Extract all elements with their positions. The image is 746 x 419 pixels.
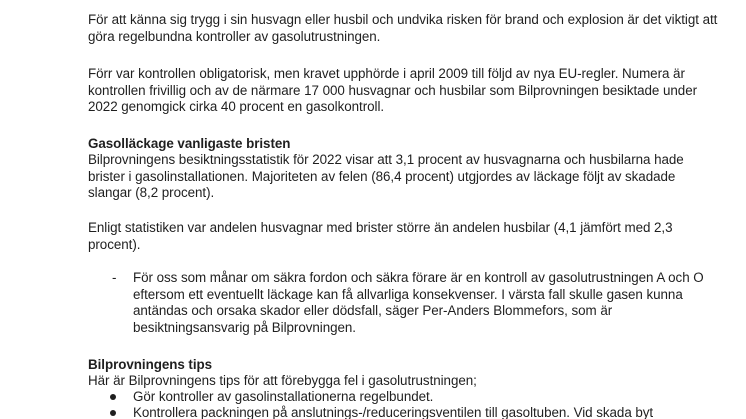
tips-intro: Här är Bilprovningens tips för att förebygga fel i gasolutrustningen; [88, 373, 477, 388]
tips-list-item: Gör kontroller av gasolinstallationerna regelbundet. [133, 389, 434, 404]
bullet-icon [110, 406, 118, 414]
tips-list-item: Kontrollera packningen på anslutnings-/reduceringsventilen till gasoltuben. Vid skada byt [133, 405, 654, 419]
history-paragraph: Förr var kontrollen obligatorisk, men kravet upphörde i april 2009 till följd av nya EU-regler. Numera är kontrollen frivillig och av de närmare 17 000 husvagnar och husbilar som Bilprovningen besiktade under 2022 genomgick cirka 40 procent en gasolkontroll. [88, 66, 697, 115]
section-heading-gas-leak: Gasolläckage vanligaste bristen [88, 136, 291, 151]
tips-heading: Bilprovningens tips [88, 357, 213, 372]
quote-paragraph: För oss som månar om säkra fordon och säkra förare är en kontroll av gasolutrustningen A och O eftersom ett eventuellt läckage kan få allvarliga konsekvenser. I värsta fall skulle gasen kunna antändas och orsaka skador eller dödsfall, säger Per-Anders Blommefors, som är besiktningsansvarig på Bilprovningen. [133, 270, 704, 335]
comparison-paragraph: Enligt statistiken var andelen husvagnar med brister större än andelen husbilar (4,1 jämfört med 2,3 procent). [88, 220, 673, 252]
intro-paragraph: För att känna sig trygg i sin husvagn eller husbil och undvika risken för brand och explosion är det viktigt att göra regelbundna kontroller av gasolutrustningen. [88, 12, 718, 44]
statistics-paragraph: Bilprovningens besiktningsstatistik för 2022 visar att 3,1 procent av husvagnarna och husbilarna hade brister i gasolinstallationen. Majoriteten av felen (86,4 procent) utgjordes av läckage följt av skadade slangar (8,2 procent). [88, 152, 684, 201]
quote-dash: - [112, 270, 117, 285]
bullet-icon [110, 390, 118, 398]
